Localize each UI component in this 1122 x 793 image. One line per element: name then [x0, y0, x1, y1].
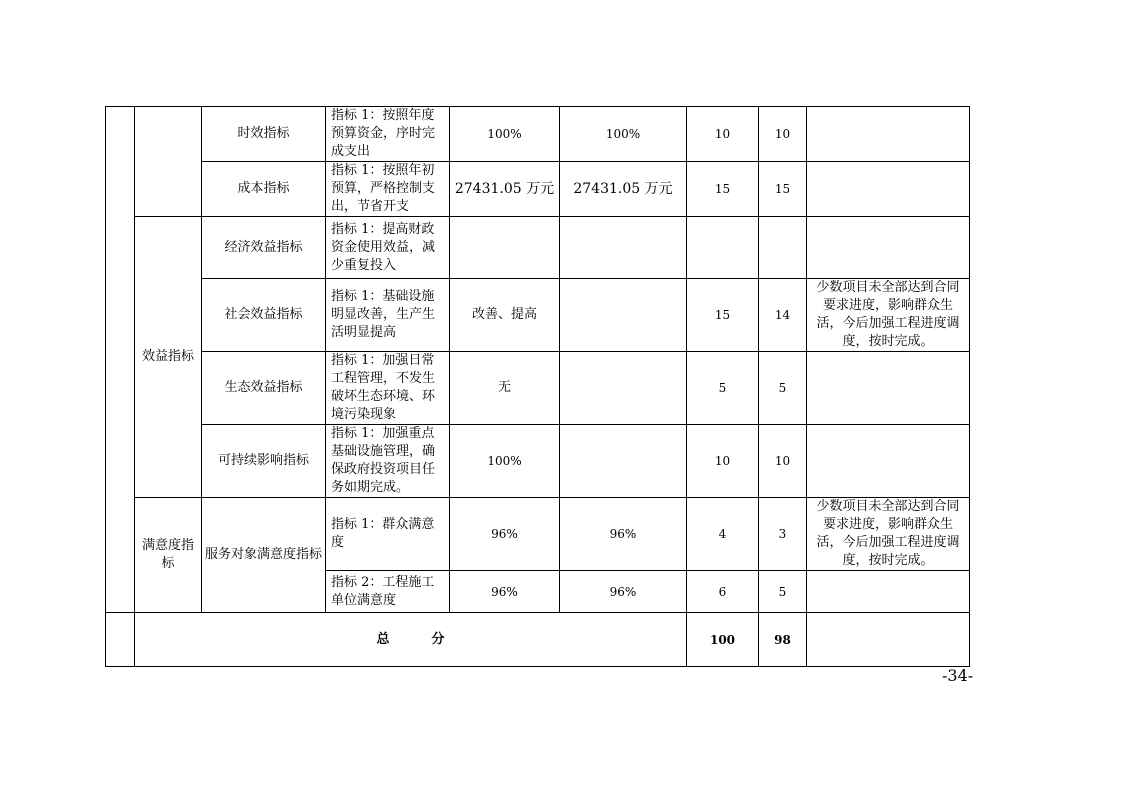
indicator-cell: 指标 1：加强重点基础设施管理，确保政府投资项目任务如期完成。 [326, 425, 450, 498]
indicator-cell: 指标 1：加强日常工程管理，不发生破坏生态环境、环境污染现象 [326, 352, 450, 425]
remark-cell [807, 107, 970, 162]
indicator-cell: 指标 2：工程施工单位满意度 [326, 571, 450, 613]
actual-cell [560, 279, 687, 352]
score-cell: 5 [759, 571, 807, 613]
level0-cell [106, 107, 135, 613]
remark-cell [807, 217, 970, 279]
remark-cell [807, 425, 970, 498]
total-blank-cell [106, 613, 135, 667]
weight-cell: 15 [687, 279, 759, 352]
actual-cell [560, 217, 687, 279]
actual-cell: 100% [560, 107, 687, 162]
score-cell: 14 [759, 279, 807, 352]
score-cell [759, 217, 807, 279]
indicator-cell: 指标 1：提高财政资金使用效益，减少重复投入 [326, 217, 450, 279]
actual-cell [560, 352, 687, 425]
remark-cell [807, 352, 970, 425]
table-row [106, 279, 970, 352]
target-cell: 改善、提高 [450, 279, 560, 352]
indicator-cell: 指标 1：按照年初预算，严格控制支出，节省开支 [326, 162, 450, 217]
table-row [106, 352, 970, 425]
indicator-cell: 指标 1：群众满意度 [326, 498, 450, 571]
level2-cell: 社会效益指标 [202, 279, 326, 352]
weight-cell: 15 [687, 162, 759, 217]
total-label-a: 总 [376, 631, 390, 647]
score-cell: 10 [759, 107, 807, 162]
total-score-cell: 98 [759, 613, 807, 667]
total-weight-cell: 100 [687, 613, 759, 667]
level1-cell-benefit: 效益指标 [135, 217, 202, 498]
weight-cell: 10 [687, 107, 759, 162]
actual-cell: 27431.05 万元 [560, 162, 687, 217]
level1-cell-output [135, 107, 202, 217]
level2-cell: 成本指标 [202, 162, 326, 217]
score-cell: 3 [759, 498, 807, 571]
total-label-b: 分 [431, 631, 445, 647]
indicator-cell: 指标 1：基础设施明显改善，生产生活明显提高 [326, 279, 450, 352]
total-remark-cell [807, 613, 970, 667]
level1-cell-satisfaction: 满意度指标 [135, 498, 202, 613]
total-row [106, 613, 970, 667]
target-cell: 96% [450, 571, 560, 613]
weight-cell: 5 [687, 352, 759, 425]
weight-cell: 6 [687, 571, 759, 613]
total-label-cell [135, 613, 687, 667]
remark-cell [807, 162, 970, 217]
actual-cell: 96% [560, 498, 687, 571]
score-cell: 10 [759, 425, 807, 498]
level2-cell: 可持续影响指标 [202, 425, 326, 498]
weight-cell [687, 217, 759, 279]
weight-cell: 10 [687, 425, 759, 498]
remark-cell: 少数项目未全部达到合同要求进度，影响群众生活，今后加强工程进度调度，按时完成。 [807, 498, 970, 571]
score-cell: 15 [759, 162, 807, 217]
weight-cell: 4 [687, 498, 759, 571]
target-cell: 100% [450, 425, 560, 498]
table-row [106, 498, 970, 571]
target-cell: 27431.05 万元 [450, 162, 560, 217]
indicator-cell: 指标 1：按照年度预算资金，序时完成支出 [326, 107, 450, 162]
target-cell [450, 217, 560, 279]
level2-cell: 生态效益指标 [202, 352, 326, 425]
page-number: -34- [942, 666, 974, 685]
target-cell: 96% [450, 498, 560, 571]
table-row [106, 162, 970, 217]
table-row [106, 107, 970, 162]
level2-cell: 服务对象满意度指标 [202, 498, 326, 613]
level2-cell: 时效指标 [202, 107, 326, 162]
remark-cell [807, 571, 970, 613]
performance-table [105, 106, 970, 667]
table-row [106, 217, 970, 279]
level2-cell: 经济效益指标 [202, 217, 326, 279]
actual-cell: 96% [560, 571, 687, 613]
table-row [106, 425, 970, 498]
remark-cell: 少数项目未全部达到合同要求进度，影响群众生活，今后加强工程进度调度，按时完成。 [807, 279, 970, 352]
actual-cell [560, 425, 687, 498]
score-cell: 5 [759, 352, 807, 425]
target-cell: 100% [450, 107, 560, 162]
target-cell: 无 [450, 352, 560, 425]
